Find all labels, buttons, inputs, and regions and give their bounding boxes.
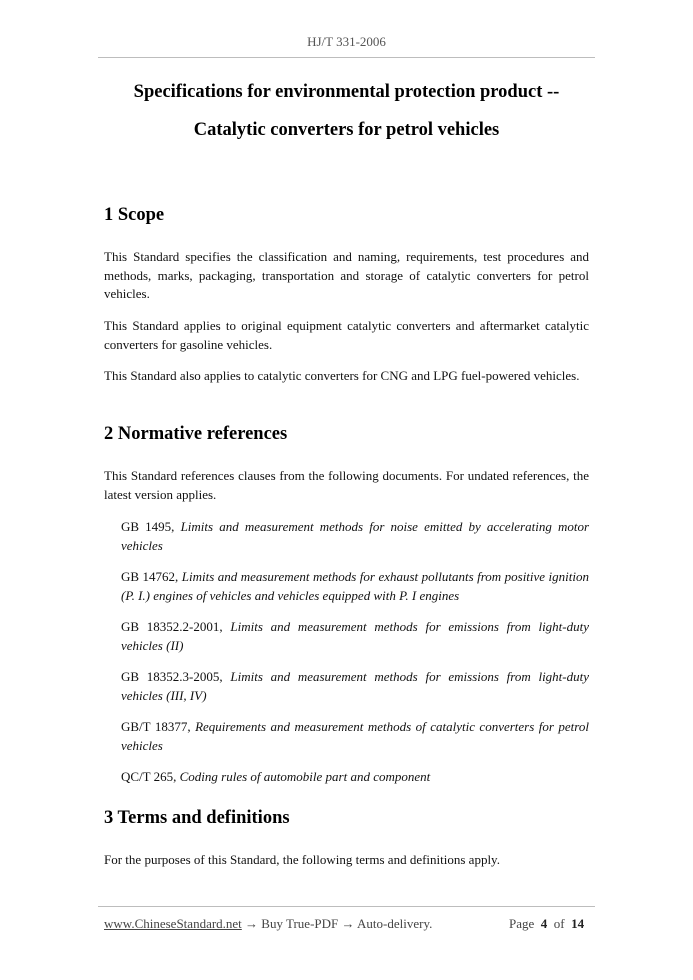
reference-code: GB 18352.3-2005, [121, 669, 231, 684]
reference-title: Limits and measurement methods for noise emitted by accelerating motor vehicles [121, 519, 590, 553]
document-title-line-1: Specifications for environmental protection product -- [133, 82, 560, 102]
reference-code: QC/T 265, [121, 769, 180, 784]
reference-title: Limits and measurement methods for exhaust pollutants from positive ignition (P. I.) engines of vehicles and vehicles equipped with P. I engines [121, 569, 589, 603]
footer-promo [104, 916, 432, 932]
section-heading-terms-definitions: 3 Terms and definitions [104, 808, 290, 828]
page-indicator [509, 916, 584, 932]
current-page-number: 4 [540, 916, 548, 931]
header-divider [98, 57, 595, 58]
scope-paragraph-2: This Standard applies to original equipment catalytic converters and aftermarket catalytic converters for gasoline vehicles. [104, 318, 589, 352]
reference-title: Requirements and measurement methods of catalytic converters for petrol vehicles [121, 719, 589, 753]
arrow-right-icon: → [338, 916, 358, 931]
section-heading-scope: 1 Scope [104, 205, 165, 225]
reference-item [121, 668, 589, 705]
footer-divider [98, 906, 595, 907]
reference-code: GB 1495, [121, 519, 181, 534]
terms-definitions-intro: For the purposes of this Standard, the following terms and definitions apply. [104, 852, 500, 867]
reference-title: Limits and measurement methods for emissions from light-duty vehicles (III, IV) [121, 669, 590, 703]
auto-delivery-text: Auto-delivery. [357, 916, 433, 931]
reference-code: GB 14762, [121, 569, 182, 584]
buy-true-pdf-link[interactable]: Buy True-PDF [261, 916, 339, 931]
reference-title: Coding rules of automobile part and component [179, 769, 431, 784]
reference-code: GB 18352.2-2001, [121, 619, 231, 634]
reference-title: Limits and measurement methods for emissions from light-duty vehicles (II) [121, 619, 590, 653]
reference-item [121, 568, 589, 605]
of-label: of [553, 916, 565, 931]
reference-item [121, 518, 589, 555]
reference-item [121, 718, 589, 755]
arrow-right-icon: → [241, 916, 262, 931]
page-label: Page [509, 916, 535, 931]
reference-item [121, 768, 589, 787]
section-heading-normative-references: 2 Normative references [104, 424, 288, 444]
reference-code: GB/T 18377, [121, 719, 196, 734]
website-link[interactable]: www.ChineseStandard.net [104, 916, 242, 931]
scope-paragraph-3: This Standard also applies to catalytic converters for CNG and LPG fuel-powered vehicles. [104, 368, 580, 383]
total-pages-number: 14 [571, 916, 585, 931]
document-title-line-2: Catalytic converters for petrol vehicles [193, 120, 500, 140]
scope-paragraph-1: This Standard specifies the classification and naming, requirements, test procedures and methods, marks, packaging, transportation and storage of catalytic converters for petrol vehicles. [104, 249, 589, 301]
reference-item [121, 618, 589, 655]
normative-references-intro: This Standard references clauses from the following documents. For undated references, the latest version applies. [104, 468, 589, 502]
header-standard-code: HJ/T 331-2006 [307, 34, 386, 49]
